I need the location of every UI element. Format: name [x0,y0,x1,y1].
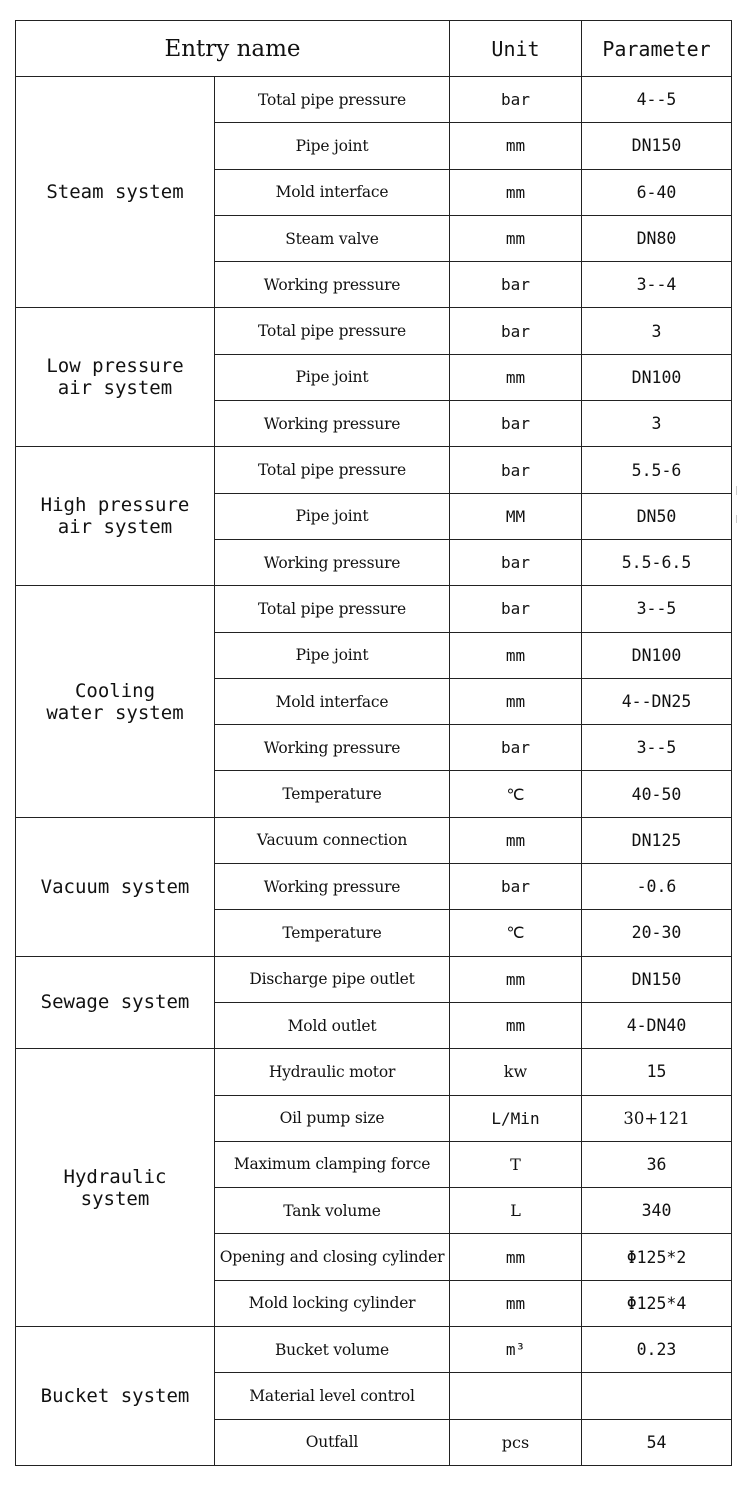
entry-item-cell: Tank volume [215,1188,450,1234]
table-row [16,447,732,493]
unit-cell: mm [450,1234,582,1280]
unit-cell: ℃ [450,771,582,817]
specification-table [15,20,732,1466]
table-row [16,77,732,123]
parameter-cell: 0.23 [582,1327,732,1373]
system-name-cell: Vacuum system [16,817,215,956]
table-row [16,308,732,354]
entry-item-cell: Steam valve [215,215,450,261]
entry-item-cell: Discharge pipe outlet [215,956,450,1002]
table-body [16,77,732,1466]
unit-cell: mm [450,817,582,863]
unit-cell: mm [450,123,582,169]
parameter-cell: 54 [582,1419,732,1465]
unit-cell: L/Min [450,1095,582,1141]
unit-cell: mm [450,169,582,215]
unit-cell: mm [450,678,582,724]
system-name-cell: Sewage system [16,956,215,1049]
entry-item-cell: Total pipe pressure [215,447,450,493]
entry-item-cell: Material level control [215,1373,450,1419]
unit-cell: m³ [450,1327,582,1373]
table-row [16,1049,732,1095]
parameter-cell: DN150 [582,956,732,1002]
entry-item-cell: Total pipe pressure [215,77,450,123]
parameter-cell: DN150 [582,123,732,169]
system-name-cell: Hydraulic system [16,1049,215,1327]
parameter-cell: 15 [582,1049,732,1095]
entry-item-cell: Mold locking cylinder [215,1280,450,1326]
parameter-cell: 3 [582,401,732,447]
unit-cell: bar [450,401,582,447]
entry-item-cell: Working pressure [215,401,450,447]
entry-item-cell: Working pressure [215,725,450,771]
parameter-cell: 3--4 [582,262,732,308]
unit-cell: ℃ [450,910,582,956]
parameter-cell: 3--5 [582,725,732,771]
unit-cell: pcs [450,1419,582,1465]
parameter-cell: 30+121 [582,1095,732,1141]
unit-cell: mm [450,1002,582,1048]
unit-cell: T [450,1141,582,1187]
table-row [16,586,732,632]
parameter-cell: DN100 [582,632,732,678]
parameter-cell: 5.5-6.5 [582,539,732,585]
table-row [16,817,732,863]
parameter-cell: 3--5 [582,586,732,632]
unit-cell: bar [450,864,582,910]
parameter-cell: 36 [582,1141,732,1187]
parameter-cell: 3 [582,308,732,354]
system-name-cell: High pressure air system [16,447,215,586]
parameter-cell: DN50 [582,493,732,539]
parameter-cell: DN80 [582,215,732,261]
edge-mark [736,515,737,523]
header-parameter: Parameter [582,21,732,77]
parameter-cell: 5.5-6 [582,447,732,493]
header-unit: Unit [450,21,582,77]
unit-cell: mm [450,1280,582,1326]
entry-item-cell: Temperature [215,771,450,817]
parameter-cell: Φ125*2 [582,1234,732,1280]
unit-cell: bar [450,308,582,354]
parameter-cell: 40-50 [582,771,732,817]
unit-cell [450,1373,582,1419]
parameter-cell: DN100 [582,354,732,400]
entry-item-cell: Oil pump size [215,1095,450,1141]
entry-item-cell: Total pipe pressure [215,586,450,632]
parameter-cell [582,1373,732,1419]
entry-item-cell: Temperature [215,910,450,956]
parameter-cell: Φ125*4 [582,1280,732,1326]
entry-item-cell: Pipe joint [215,354,450,400]
entry-item-cell: Bucket volume [215,1327,450,1373]
entry-item-cell: Pipe joint [215,493,450,539]
header-row [16,21,732,77]
header-entry-name: Entry name [16,21,450,77]
entry-item-cell: Pipe joint [215,632,450,678]
unit-cell: mm [450,215,582,261]
entry-item-cell: Working pressure [215,539,450,585]
unit-cell: bar [450,586,582,632]
entry-item-cell: Hydraulic motor [215,1049,450,1095]
parameter-cell: 6-40 [582,169,732,215]
unit-cell: bar [450,447,582,493]
parameter-cell: 340 [582,1188,732,1234]
unit-cell: bar [450,725,582,771]
unit-cell: MM [450,493,582,539]
system-name-cell: Low pressure air system [16,308,215,447]
unit-cell: bar [450,539,582,585]
entry-item-cell: Mold interface [215,169,450,215]
edge-mark [736,486,737,495]
entry-item-cell: Opening and closing cylinder [215,1234,450,1280]
entry-item-cell: Outfall [215,1419,450,1465]
entry-item-cell: Vacuum connection [215,817,450,863]
system-name-cell: Cooling water system [16,586,215,817]
parameter-cell: 20-30 [582,910,732,956]
entry-item-cell: Mold outlet [215,1002,450,1048]
table-row [16,956,732,1002]
entry-item-cell: Total pipe pressure [215,308,450,354]
system-name-cell: Steam system [16,77,215,308]
parameter-cell: -0.6 [582,864,732,910]
table-row [16,1327,732,1373]
unit-cell: L [450,1188,582,1234]
entry-item-cell: Working pressure [215,864,450,910]
unit-cell: kw [450,1049,582,1095]
parameter-cell: 4--5 [582,77,732,123]
unit-cell: mm [450,956,582,1002]
system-name-cell: Bucket system [16,1327,215,1466]
parameter-cell: 4--DN25 [582,678,732,724]
entry-item-cell: Pipe joint [215,123,450,169]
unit-cell: bar [450,262,582,308]
parameter-cell: DN125 [582,817,732,863]
unit-cell: bar [450,77,582,123]
entry-item-cell: Working pressure [215,262,450,308]
unit-cell: mm [450,354,582,400]
entry-item-cell: Mold interface [215,678,450,724]
parameter-cell: 4-DN40 [582,1002,732,1048]
entry-item-cell: Maximum clamping force [215,1141,450,1187]
unit-cell: mm [450,632,582,678]
